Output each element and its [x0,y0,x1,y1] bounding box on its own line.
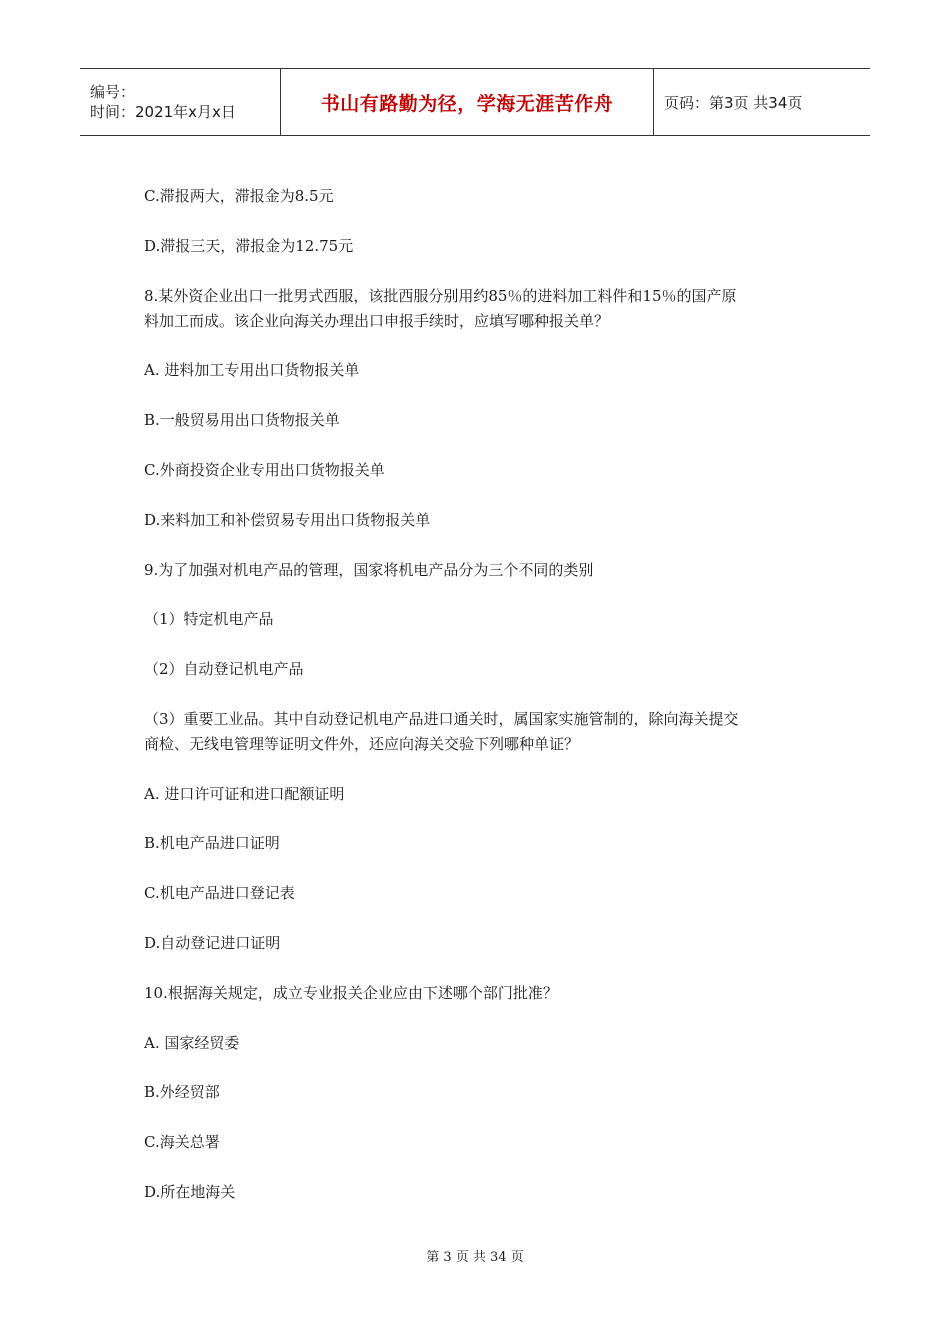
text-line: B.外经贸部 [144,1083,220,1101]
text-line: B.一般贸易用出口货物报关单 [144,411,340,429]
text-line: D.来料加工和补偿贸易专用出口货物报关单 [144,511,431,529]
text-line: 料加工而成。该企业向海关办理出口申报手续时，应填写哪种报关单？ [144,312,610,330]
text-line: C.海关总署 [144,1133,220,1151]
serial-label: 编号： [90,83,136,101]
header-meta [80,69,281,135]
text-line: 10.根据海关规定，成立专业报关企业应由下述哪个部门批准？ [144,984,558,1002]
text-line: 8.某外资企业出口一批男式西服，该批西服分别用约85％的进料加工料件和15％的国产原 [144,287,737,305]
text-line: C.外商投资企业专用出口货物报关单 [144,461,385,479]
text-line: A. 进口许可证和进口配额证明 [144,785,345,803]
text-line: C.机电产品进口登记表 [144,884,295,902]
text-line: D.所在地海关 [144,1183,236,1201]
header-page-info: 页码：第3页 共34页 [664,93,803,112]
text-line: A. 国家经贸委 [144,1034,240,1052]
time-label: 时间：2021年x月x日 [90,103,236,121]
text-line: B.机电产品进口证明 [144,834,280,852]
page-footer: 第 3 页 共 34 页 [426,1250,524,1265]
text-line: （1）特定机电产品 [144,610,274,628]
page-header [80,68,870,136]
text-line: A. 进料加工专用出口货物报关单 [144,361,360,379]
text-line: 9.为了加强对机电产品的管理，国家将机电产品分为三个不同的类别 [144,561,594,579]
header-motto: 书山有路勤为径，学海无涯苦作舟 [281,69,654,135]
text-line: （2）自动登记机电产品 [144,660,304,678]
text-line: （3）重要工业品。其中自动登记机电产品进口通关时，属国家实施管制的，除向海关提交 [144,710,739,728]
text-line: C.滞报两大，滞报金为8.5元 [144,187,334,205]
text-line: 商检、无线电管理等证明文件外，还应向海关交验下列哪种单证？ [144,735,580,753]
text-line: D.滞报三天，滞报金为12.75元 [144,237,354,255]
text-line: D.自动登记进口证明 [144,934,281,952]
